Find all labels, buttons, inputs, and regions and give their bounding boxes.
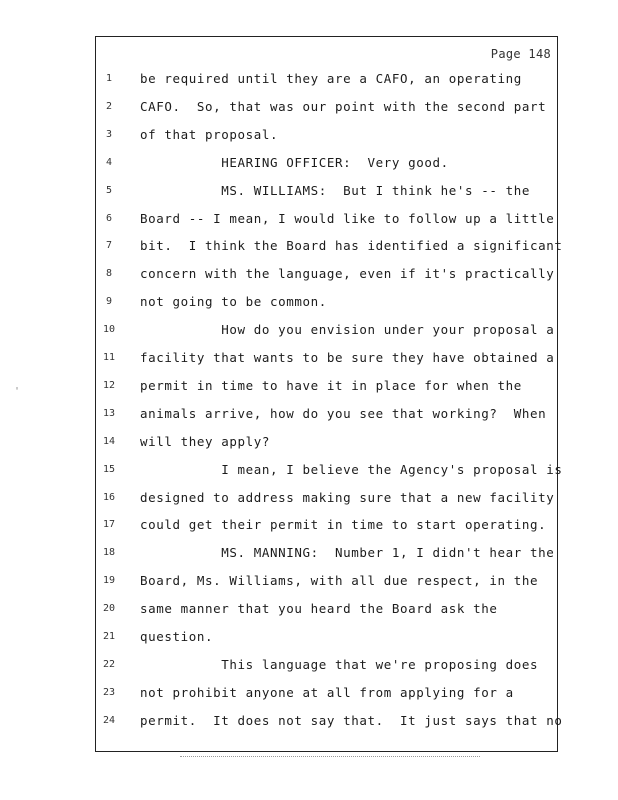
transcript-line: This language that we're proposing does bbox=[140, 656, 539, 672]
transcript-line: I mean, I believe the Agency's proposal is bbox=[140, 461, 563, 477]
line-number: 6 bbox=[105, 212, 113, 224]
scan-artifact bbox=[180, 756, 480, 758]
transcript-line: bit. I think the Board has identified a significant bbox=[140, 238, 563, 254]
line-number: 20 bbox=[102, 603, 116, 615]
transcript-line: Board, Ms. Williams, with all due respect, in the bbox=[140, 573, 539, 589]
line-number: 7 bbox=[105, 240, 113, 252]
transcript-line: facility that wants to be sure they have obtained a bbox=[140, 350, 555, 365]
margin-mark: ' bbox=[14, 386, 21, 397]
line-number: 10 bbox=[102, 324, 116, 336]
line-number: 24 bbox=[102, 714, 116, 726]
line-number: 19 bbox=[102, 575, 116, 587]
transcript-page bbox=[95, 36, 563, 752]
transcript-line: MS. MANNING: Number 1, I didn't hear the bbox=[140, 545, 555, 561]
transcript-line: not prohibit anyone at all from applying for a bbox=[140, 684, 514, 700]
transcript-line: concern with the language, even if it's practically bbox=[140, 266, 555, 282]
line-number: 9 bbox=[105, 296, 113, 308]
page-number: Page 148 bbox=[490, 47, 551, 61]
line-number: 18 bbox=[102, 547, 116, 559]
line-number: 1 bbox=[105, 73, 113, 84]
transcript-line: HEARING OFFICER: Very good. bbox=[140, 154, 449, 170]
line-number: 12 bbox=[102, 379, 116, 391]
transcript-line: be required until they are a CAFO, an operating bbox=[140, 71, 522, 86]
transcript-line: permit. It does not say that. It just says that no bbox=[140, 712, 563, 728]
transcript-line: MS. WILLIAMS: But I think he's -- the bbox=[140, 182, 531, 198]
transcript-line: Board -- I mean, I would like to follow up a little bbox=[140, 210, 555, 226]
line-number: 21 bbox=[102, 631, 116, 642]
transcript-line: CAFO. So, that was our point with the second part bbox=[140, 98, 547, 114]
line-number: 23 bbox=[102, 686, 116, 698]
line-number: 11 bbox=[102, 352, 116, 363]
transcript-line: animals arrive, how do you see that working? When bbox=[140, 405, 547, 421]
transcript-line: of that proposal. bbox=[140, 126, 279, 142]
line-number: 22 bbox=[102, 658, 116, 670]
line-number: 14 bbox=[102, 435, 116, 447]
transcript-line: How do you envision under your proposal a bbox=[140, 322, 555, 338]
line-number: 5 bbox=[105, 184, 113, 196]
transcript-line: could get their permit in time to start operating. bbox=[140, 517, 547, 533]
line-number: 16 bbox=[102, 491, 116, 503]
transcript-line: same manner that you heard the Board ask the bbox=[140, 601, 498, 617]
line-number: 8 bbox=[105, 268, 113, 280]
transcript-line: will they apply? bbox=[140, 433, 271, 449]
transcript-line: not going to be common. bbox=[140, 294, 327, 310]
line-number: 17 bbox=[102, 519, 116, 531]
line-number: 2 bbox=[105, 100, 113, 112]
transcript-line: designed to address making sure that a new facility bbox=[140, 489, 555, 505]
transcript-line: question. bbox=[140, 629, 214, 644]
line-number: 4 bbox=[105, 156, 113, 168]
line-number: 3 bbox=[105, 128, 113, 140]
line-number: 13 bbox=[102, 407, 116, 419]
transcript-line: permit in time to have it in place for when the bbox=[140, 377, 522, 393]
line-number: 15 bbox=[102, 463, 116, 475]
